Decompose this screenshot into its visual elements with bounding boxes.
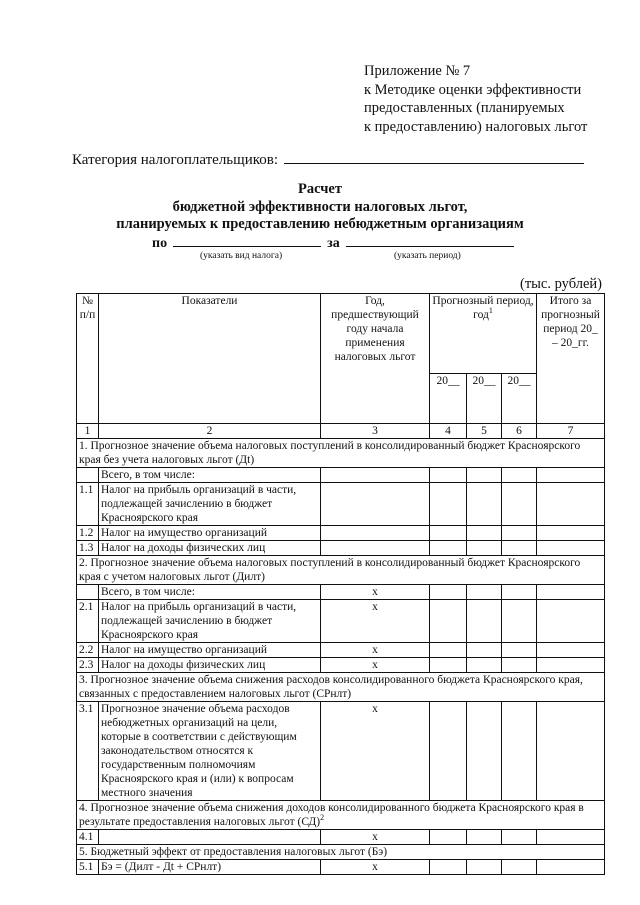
value-cell[interactable] — [537, 468, 605, 483]
row-label: Всего, в том числе: — [99, 585, 321, 600]
value-cell[interactable] — [502, 702, 537, 801]
value-cell[interactable] — [467, 702, 502, 801]
value-cell[interactable] — [537, 830, 605, 845]
column-numbers-row — [77, 424, 605, 439]
value-cell[interactable] — [467, 860, 502, 875]
value-cell[interactable] — [430, 526, 467, 541]
value-cell[interactable] — [502, 468, 537, 483]
mark-x: x — [321, 643, 430, 658]
value-cell[interactable] — [502, 585, 537, 600]
row-label: Прогнозное значение объема расходов небюджетных организаций на цели, которые в соответствии с действующим законодательством относятся к государственным полномочиям Красноярского края и (или) к вопросам местного значения — [99, 702, 321, 801]
row-num: 2.1 — [77, 600, 99, 643]
col-number: 2 — [99, 424, 321, 439]
table-row — [77, 600, 605, 643]
header-forecast — [430, 294, 537, 374]
appendix-header — [364, 62, 587, 136]
table-row — [77, 468, 605, 483]
title-line: бюджетной эффективности налоговых льгот, — [172, 198, 468, 215]
section-2-title: 2. Прогнозное значение объема налоговых поступлений в консолидированный бюджет Красноярского края с учетом налоговых льгот (Дилт) — [77, 556, 605, 585]
value-cell[interactable] — [467, 643, 502, 658]
value-cell[interactable] — [430, 468, 467, 483]
row-num: 2.2 — [77, 643, 99, 658]
za-label: за — [327, 236, 340, 251]
section-row — [77, 439, 605, 468]
value-cell[interactable] — [537, 585, 605, 600]
section-3-title: 3. Прогнозное значение объема снижения расходов консолидированного бюджета Красноярского края, связанных с предоставлением налоговых льгот (СРнлт) — [77, 673, 605, 702]
category-label: Категория налогоплательщиков: — [72, 152, 279, 168]
footnote-1-mark: 1 — [488, 306, 493, 316]
appendix-line: к предоставлению) налоговых льгот — [364, 118, 588, 135]
value-cell[interactable] — [537, 541, 605, 556]
header-year-1: 20__ — [430, 374, 467, 424]
value-cell[interactable] — [430, 658, 467, 673]
value-cell[interactable] — [321, 483, 430, 526]
value-cell[interactable] — [502, 643, 537, 658]
row-num: 1.1 — [77, 483, 99, 526]
appendix-line: Приложение № 7 — [364, 63, 471, 79]
row-num: 4.1 — [77, 830, 99, 845]
value-cell[interactable] — [537, 483, 605, 526]
value-cell[interactable] — [537, 658, 605, 673]
value-cell[interactable] — [537, 643, 605, 658]
value-cell[interactable] — [321, 468, 430, 483]
value-cell[interactable] — [467, 585, 502, 600]
section-5-title: 5. Бюджетный эффект от предоставления налоговых льгот (Бэ) — [77, 845, 605, 860]
row-label: Налог на доходы физических лиц — [99, 658, 321, 673]
appendix-line: предоставленных (планируемых — [364, 100, 565, 116]
value-cell[interactable] — [430, 702, 467, 801]
row-label: Всего, в том числе: — [99, 468, 321, 483]
value-cell[interactable] — [467, 830, 502, 845]
value-cell[interactable] — [430, 585, 467, 600]
header-indicators: Показатели — [99, 294, 321, 424]
hint-period: (указать период) — [394, 251, 461, 261]
value-cell[interactable] — [430, 643, 467, 658]
value-cell[interactable] — [537, 860, 605, 875]
row-label: Налог на прибыль организаций в части, подлежащей зачислению в бюджет Красноярского края — [99, 600, 321, 643]
value-cell[interactable] — [467, 658, 502, 673]
row-num — [77, 468, 99, 483]
row-label: Налог на имущество организаций — [99, 526, 321, 541]
title-line: Расчет — [298, 181, 342, 197]
taxpayer-category — [72, 150, 584, 169]
col-number: 3 — [321, 424, 430, 439]
mark-x: x — [321, 658, 430, 673]
po-label: по — [152, 236, 168, 251]
period-blank[interactable] — [346, 234, 514, 247]
table-row — [77, 643, 605, 658]
value-cell[interactable] — [430, 600, 467, 643]
value-cell[interactable] — [430, 541, 467, 556]
tax-type-blank[interactable] — [173, 234, 321, 247]
value-cell[interactable] — [537, 526, 605, 541]
row-label: Налог на имущество организаций — [99, 643, 321, 658]
value-cell[interactable] — [502, 658, 537, 673]
efficiency-table — [76, 293, 605, 875]
row-num: 1.2 — [77, 526, 99, 541]
value-cell[interactable] — [502, 600, 537, 643]
section-row — [77, 845, 605, 860]
table-row — [77, 585, 605, 600]
row-num: 3.1 — [77, 702, 99, 801]
col-number: 5 — [467, 424, 502, 439]
header-year-3: 20__ — [502, 374, 537, 424]
value-cell[interactable] — [537, 600, 605, 643]
row-label — [99, 830, 321, 845]
value-cell[interactable] — [467, 541, 502, 556]
section-1-title: 1. Прогнозное значение объема налоговых поступлений в консолидированный бюджет Красноярского края без учета налоговых льгот (Дt) — [77, 439, 605, 468]
hint-tax-type: (указать вид налога) — [200, 251, 283, 261]
document-title — [0, 181, 640, 234]
header-row — [77, 294, 605, 374]
mark-x: x — [321, 860, 430, 875]
row-num — [77, 585, 99, 600]
section-4-text: 4. Прогнозное значение объема снижения доходов консолидированного бюджета Красноярского края в результате предоставления налоговых льгот (СД) — [79, 802, 584, 828]
appendix-line: к Методике оценки эффективности — [364, 81, 582, 98]
table-row — [77, 830, 605, 845]
mark-x: x — [321, 600, 430, 643]
table-row — [77, 483, 605, 526]
value-cell[interactable] — [502, 541, 537, 556]
table-row — [77, 526, 605, 541]
tax-period-line — [152, 234, 514, 252]
value-cell[interactable] — [537, 702, 605, 801]
value-cell[interactable] — [321, 541, 430, 556]
row-label: Налог на доходы физических лиц — [99, 541, 321, 556]
mark-x: x — [321, 830, 430, 845]
col-number: 4 — [430, 424, 467, 439]
col-number: 6 — [502, 424, 537, 439]
section-row — [77, 801, 605, 830]
row-label: Налог на прибыль организаций в части, подлежащей зачислению в бюджет Красноярского края — [99, 483, 321, 526]
value-cell[interactable] — [467, 483, 502, 526]
value-cell[interactable] — [430, 830, 467, 845]
table-row — [77, 860, 605, 875]
value-cell[interactable] — [502, 830, 537, 845]
row-num: 2.3 — [77, 658, 99, 673]
value-cell[interactable] — [321, 526, 430, 541]
table-row — [77, 541, 605, 556]
title-line: планируемых к предоставлению небюджетным организациям — [116, 216, 524, 232]
units-label: (тыс. рублей) — [520, 276, 602, 292]
value-cell[interactable] — [467, 526, 502, 541]
col-number: 1 — [77, 424, 99, 439]
section-4-title — [77, 801, 605, 830]
value-cell[interactable] — [430, 860, 467, 875]
header-year-2: 20__ — [467, 374, 502, 424]
row-num: 1.3 — [77, 541, 99, 556]
row-label: Бэ = (Дилт - Дt + СРнлт) — [99, 860, 321, 875]
header-year-before: Год, предшествующий году начала применения налоговых льгот — [321, 294, 430, 424]
category-blank-field[interactable] — [284, 150, 584, 164]
value-cell[interactable] — [502, 860, 537, 875]
row-num: 5.1 — [77, 860, 99, 875]
value-cell[interactable] — [467, 600, 502, 643]
header-num: № п/п — [77, 294, 99, 424]
value-cell[interactable] — [502, 526, 537, 541]
footnote-2-mark: 2 — [320, 813, 325, 823]
value-cell[interactable] — [502, 483, 537, 526]
col-number: 7 — [537, 424, 605, 439]
section-row — [77, 673, 605, 702]
section-row — [77, 556, 605, 585]
table-row — [77, 658, 605, 673]
mark-x: x — [321, 585, 430, 600]
header-forecast-text: Прогнозный период, год — [432, 295, 534, 321]
value-cell[interactable] — [430, 483, 467, 526]
value-cell[interactable] — [467, 468, 502, 483]
header-total: Итого за прогнозный период 20_ – 20_гг. — [537, 294, 605, 424]
mark-x: x — [321, 702, 430, 801]
table-row — [77, 702, 605, 801]
